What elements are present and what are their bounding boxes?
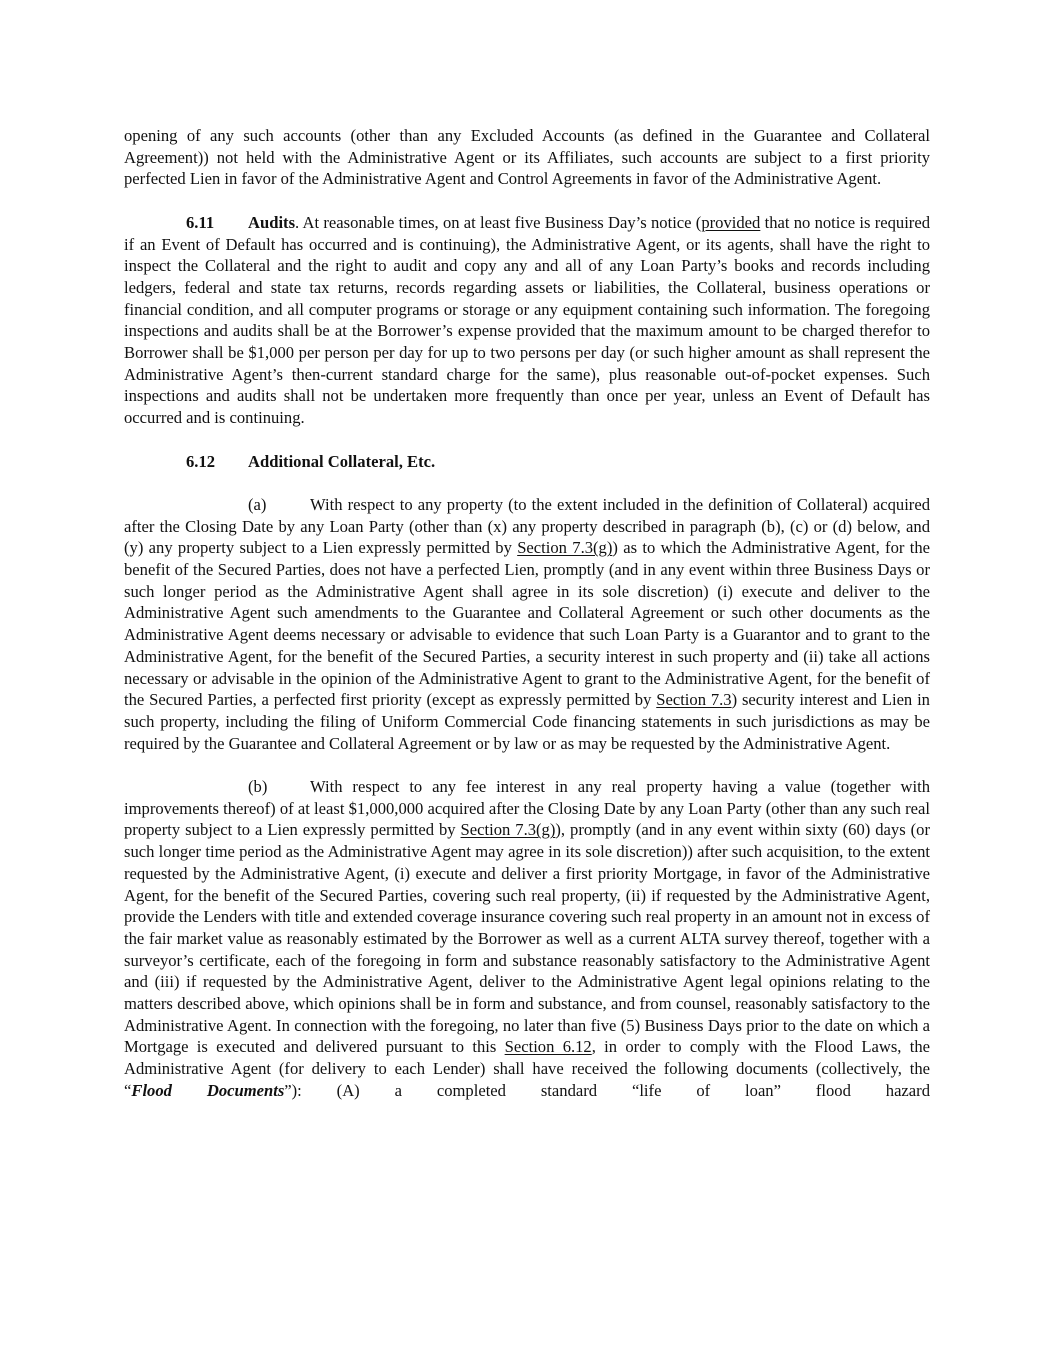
section-text: that no notice is required if an Event of Default has occurred and is continuing), the Administrative Agent, or its agents, shall have the right to inspect the Collateral and the right to audit and copy any and all of any Loan Party’s books and records including ledgers, federal and state tax returns, records regarding assets or liabilities, the Collateral, business operations or financial condition, and all computer programs or storage or any equipment containing such information. The foregoing inspections and audits shall be at the Borrower’s expense provided that the maximum amount to be charged therefor to Borrower shall be $1,000 per person per day for up to two persons per day (or such higher amount as shall represent the Administrative Agent’s then-current standard charge for the same), plus reasonable out-of-pocket expenses. Such inspections and audits shall not be undertaken more frequently than once per year, unless an Event of Default has occurred and is continuing.: [124, 212, 930, 428]
section-6-12-heading: [124, 451, 930, 473]
subsection-a: [124, 494, 930, 754]
cross-reference: Section 7.3(g): [460, 820, 556, 840]
section-title: Audits: [248, 212, 296, 232]
paragraph-text: opening of any such accounts (other than any Excluded Accounts (as defined in the Guarantee and Collateral Agreement)) not held with the Administrative Agent or its Affiliates, such accounts are subject to a first priority perfected Lien in favor of the Administrative Agent and Control Agreements in favor of the Administrative Agent.: [124, 126, 930, 189]
subsection-text: , in order to comply with the Flood Laws, the Administrative Agent (for delivery to each Lender) shall have received the following documents (collectively, the “: [124, 1037, 930, 1100]
section-title: Additional Collateral, Etc.: [248, 451, 436, 471]
paragraph-spacer: [124, 472, 930, 494]
subsection-text: With respect to any fee interest in any real property having a value (together with improvements thereof) of at least $1,000,000 acquired after the Closing Date by any Loan Party (other than any such real property subject to a Lien expressly permitted by: [124, 777, 930, 840]
defined-term-flood-documents: Flood Documents: [131, 1080, 285, 1100]
section-number: 6.12: [186, 451, 216, 471]
subsection-b: [124, 776, 930, 1102]
subsection-text: ) as to which the Administrative Agent, for the benefit of the Secured Parties, does not have a perfected Lien, promptly (and in any event within three Business Days or such longer period as the Administrative Agent shall agree in its sole discretion) (i) execute and deliver to the Administrative Agent such amendments to the Guarantee and Collateral Agreement or such other documents as the Administrative Agent deems necessary or advisable to evidence that such Loan Party is a Guarantor and to grant to the Administrative Agent, for the benefit of the Secured Parties, a security interest in such property and (ii) take all actions necessary or advisable in the opinion of the Administrative Agent to grant to the Administrative Agent, for the benefit of the Secured Parties, a perfected first priority (except as expressly permitted by: [124, 538, 930, 710]
subsection-text: ”): (A) a completed standard “life of loan” flood hazard: [284, 1080, 930, 1100]
subsection-text: With respect to any property (to the extent included in the definition of Collateral) acquired after the Closing Date by any Loan Party (other than (x) any property described in paragraph (b), (c) or (d) below, and (y) any property subject to a Lien expressly permitted by: [124, 494, 930, 558]
cross-reference: Section 7.3(g): [517, 538, 613, 558]
cross-reference: Section 6.12: [504, 1037, 592, 1057]
paragraph-spacer: [124, 429, 930, 451]
subsection-label: (a): [248, 494, 267, 514]
document-page: [124, 125, 930, 1102]
paragraph-spacer: [124, 190, 930, 212]
subsection-text: ), promptly (and in any event within sixty (60) days (or such longer time period as the Administrative Agent may agree in its sole discretion)) after such acquisition, to the extent requested by the Administrative Agent, (i) execute and deliver a first priority Mortgage, in favor of the Administrative Agent, for the benefit of the Secured Parties, covering such real property, (ii) if requested by the Administrative Agent, provide the Lenders with title and extended coverage insurance covering such real property in an amount not in excess of the fair market value as reasonably estimated by the Borrower as well as a current ALTA survey thereof, together with a surveyor’s certificate, each of the foregoing in form and substance reasonably satisfactory to the Administrative Agent and (iii) if requested by the Administrative Agent, deliver to the Administrative Agent legal opinions relating to the matters described above, which opinions shall be in form and substance, and from counsel, reasonably satisfactory to the Administrative Agent. In connection with the foregoing, no later than five (5) Business Days prior to the date on which a Mortgage is executed and delivered pursuant to this: [124, 820, 930, 1057]
paragraph-accounts-continuation: [124, 125, 930, 190]
cross-reference: Section 7.3: [656, 690, 732, 710]
subsection-label: (b): [248, 777, 268, 797]
section-number: 6.11: [186, 212, 215, 232]
section-6-11: [124, 212, 930, 429]
subsection-text: ) security interest and Lien in such property, including the filing of Uniform Commercial Code financing statements in such jurisdictions as may be required by the Guarantee and Collateral Agreement or by law or as may be requested by the Administrative Agent.: [124, 690, 930, 753]
defined-term-provided: provided: [701, 212, 761, 232]
paragraph-spacer: [124, 754, 930, 776]
section-text: . At reasonable times, on at least five Business Day’s notice (: [295, 212, 702, 232]
